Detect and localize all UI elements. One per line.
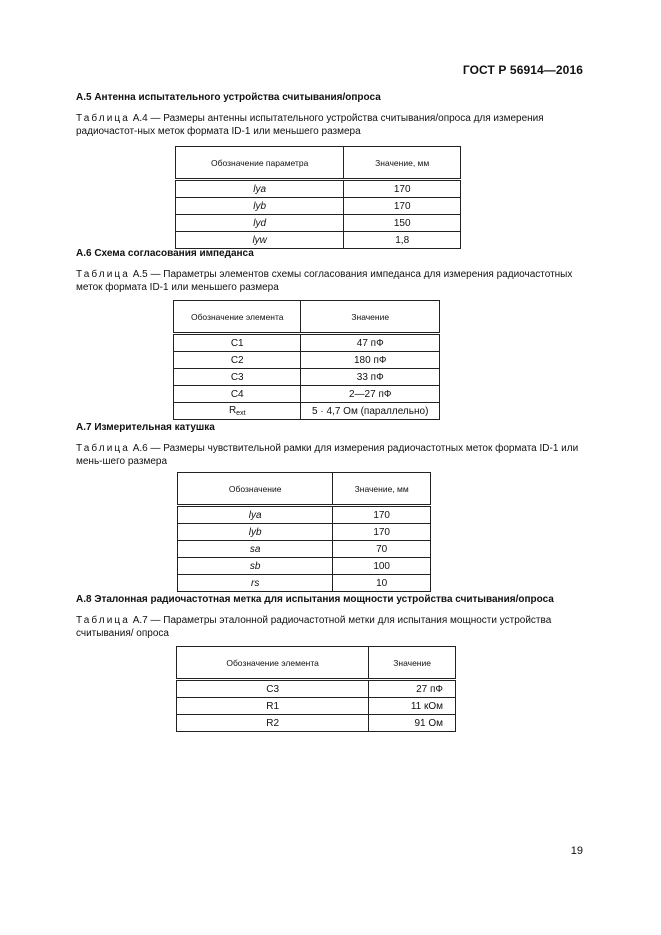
caption-label: Таблица: [76, 113, 130, 124]
table-cell: 27 пФ: [369, 680, 456, 698]
table-cell: 180 пФ: [301, 352, 440, 369]
table-row: [176, 215, 461, 232]
table-row: [174, 403, 440, 420]
table-cell: 91 Ом: [369, 715, 456, 732]
caption-label: Таблица: [76, 615, 130, 626]
section-title-a8: А.8 Эталонная радиочастотная метка для испытания мощности устройства считывания/опроса: [76, 594, 554, 605]
table-row: [178, 506, 431, 524]
table-cell: 10: [333, 575, 431, 592]
table-row: [176, 180, 461, 198]
table-a4: [175, 146, 461, 249]
resistor-subscript: ext: [236, 410, 246, 417]
table-row: [174, 369, 440, 386]
table-cell: 70: [333, 541, 431, 558]
table-cell: C1: [174, 334, 301, 352]
column-header: Значение: [301, 301, 440, 334]
page-number: 19: [570, 845, 583, 857]
table-cell: 150: [344, 215, 461, 232]
table-cell: R2: [177, 715, 369, 732]
table-caption-a5: [76, 268, 581, 294]
table-row: [178, 541, 431, 558]
table-cell: lyb: [176, 198, 344, 215]
table-row: [174, 386, 440, 403]
table-cell: 11 кОм: [369, 698, 456, 715]
section-title-a5: А.5 Антенна испытательного устройства считывания/опроса: [76, 92, 381, 103]
table-a6: [177, 472, 431, 592]
caption-text: А.7 — Параметры эталонной радиочастотной метки для испытания мощности устройства считывания/ опроса: [76, 615, 552, 639]
section-title-a7: А.7 Измерительная катушка: [76, 422, 215, 433]
table-cell: 5 · 4,7 Ом (параллельно): [301, 403, 440, 420]
column-header: Значение, мм: [344, 147, 461, 180]
resistor-symbol: R: [228, 405, 237, 416]
table-cell: 100: [333, 558, 431, 575]
table-cell: 170: [333, 506, 431, 524]
caption-text: А.4 — Размеры антенны испытательного устройства считывания/опроса для измерения радиочастот-ных меток формата ID-1 или меньшего размера: [76, 113, 544, 137]
table-row: [178, 558, 431, 575]
table-cell: 170: [333, 524, 431, 541]
caption-text: А.6 — Размеры чувствительной рамки для измерения радиочастотных меток формата ID-1 или мень-шего размера: [76, 443, 579, 467]
table-row: [177, 698, 456, 715]
table-row: [174, 334, 440, 352]
table-row: [176, 198, 461, 215]
table-cell: 1,8: [344, 232, 461, 249]
column-header: Значение: [369, 647, 456, 680]
table-cell: C2: [174, 352, 301, 369]
table-row: [177, 715, 456, 732]
column-header: Обозначение элемента: [177, 647, 369, 680]
table-row: [178, 575, 431, 592]
table-cell: 2—27 пФ: [301, 386, 440, 403]
table-row: [177, 680, 456, 698]
table-caption-a7: [76, 614, 581, 640]
table-cell: C3: [174, 369, 301, 386]
table-caption-a6: [76, 442, 581, 468]
table-cell: rs: [178, 575, 333, 592]
table-cell: R1: [177, 698, 369, 715]
table-cell: sb: [178, 558, 333, 575]
table-cell: lyd: [176, 215, 344, 232]
table-cell: C4: [174, 386, 301, 403]
table-caption-a4: [76, 112, 581, 138]
table-cell: sa: [178, 541, 333, 558]
table-a7: [176, 646, 456, 732]
column-header: Значение, мм: [333, 473, 431, 506]
caption-label: Таблица: [76, 269, 130, 280]
document-standard-header: ГОСТ Р 56914—2016: [462, 63, 583, 77]
table-row: [176, 232, 461, 249]
table-cell: lya: [178, 506, 333, 524]
column-header: Обозначение: [178, 473, 333, 506]
caption-label: Таблица: [76, 443, 130, 454]
table-a5: [173, 300, 440, 420]
table-cell: 170: [344, 198, 461, 215]
table-cell: lyw: [176, 232, 344, 249]
table-cell: lyb: [178, 524, 333, 541]
table-row: [178, 524, 431, 541]
column-header: Обозначение элемента: [174, 301, 301, 334]
caption-text: А.5 — Параметры элементов схемы согласования импеданса для измерения радиочастотных меток формата ID-1 или меньшего размера: [76, 269, 573, 293]
table-cell: 47 пФ: [301, 334, 440, 352]
table-cell: [174, 403, 301, 420]
table-cell: 33 пФ: [301, 369, 440, 386]
table-row: [174, 352, 440, 369]
section-title-a6: А.6 Схема согласования импеданса: [76, 248, 254, 259]
table-cell: 170: [344, 180, 461, 198]
table-cell: lya: [176, 180, 344, 198]
column-header: Обозначение параметра: [176, 147, 344, 180]
table-cell: C3: [177, 680, 369, 698]
